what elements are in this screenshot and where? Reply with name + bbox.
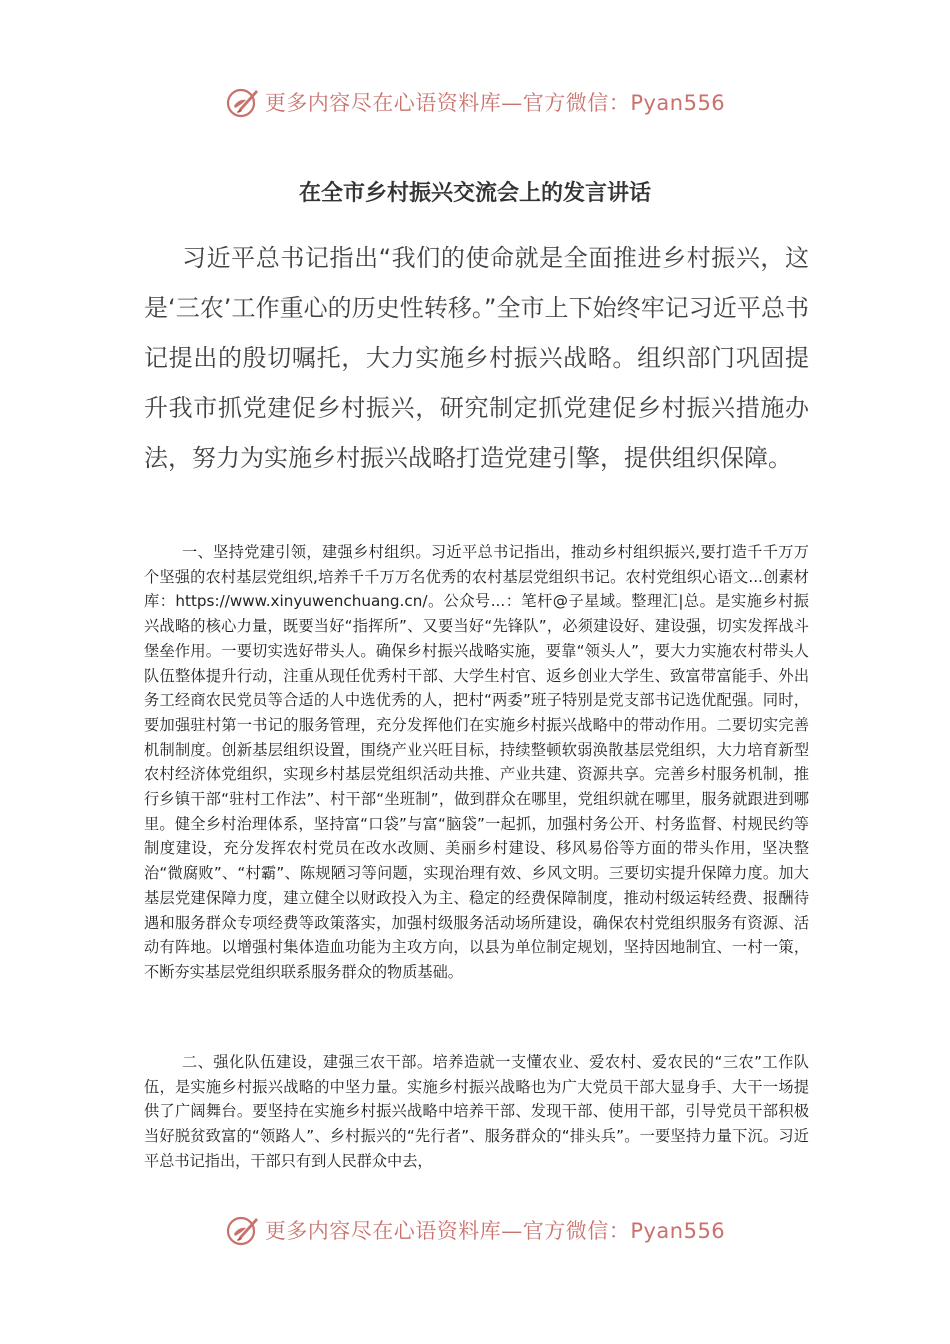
body-paragraph-1: 一、坚持党建引领，建强乡村组织。习近平总书记指出，推动乡村组织振兴,要打造千千万万个坚强的农村基层党组织,培养千千万万名优秀的农村基层党组织书记。农村党组织心语文...创素材库：https://www.xinyuwenchuang.cn/。公众号...：笔杆@子星域。整理汇|总。是实施乡村振兴战略的核心力量，既要当好“指挥所”、又要当好“先锋队”，必须建设好、建设强，切实发挥战斗堡垒作用。一要切实选好带头人。确保乡村振兴战略实施，要靠“领头人”，要大力实施农村带头人队伍整体提升行动，注重从现任优秀村干部、大学生村官、返乡创业大学生、致富带富能手、外出务工经商农民党员等合适的人中选优秀的人，把村“两委”班子特别是党支部书记选优配强。同时，要加强驻村第一书记的服务管理，充分发挥他们在实施乡村振兴战略中的带动作用。二要切实完善机制制度。创新基层组织设置，围绕产业兴旺目标，持续整顿软弱涣散基层党组织，大力培育新型农村经济体党组织，实现乡村基层党组织活动共推、产业共建、资源共享。完善乡村服务机制，推行乡镇干部“驻村工作法”、村干部“坐班制”，做到群众在哪里，党组织就在哪里，服务就跟进到哪里。健全乡村治理体系，坚持富“口袋”与富“脑袋”一起抓，加强村务公开、村务监督、村规民约等制度建设，充分发挥农村党员在改水改厕、美丽乡村建设、移风易俗等方面的带头作用，坚决整治“微腐败”、“村霸”、陈规陋习等问题，实现治理有效、乡风文明。三要切实提升保障力度。加大基层党建保障力度，建立健全以财政投入为主、稳定的经费保障制度，推动村级运转经费、报酬待遇和服务群众专项经费等政策落实，加强村级服务活动场所建设，确保农村党组织服务有资源、活动有阵地。以增强村集体造血功能为主攻方向，以县为单位制定规划，坚持因地制宜、一村一策，不断夯实基层党组织联系服务群众的物质基础。 xyxy=(144,543,809,981)
document-title: 在全市乡村振兴交流会上的发言讲话 xyxy=(298,181,651,206)
watermark-text: 更多内容尽在心语资料库—官方微信：Pyan556 xyxy=(264,91,726,115)
footer-watermark-banner xyxy=(0,1210,950,1250)
body-paragraph-2: 二、强化队伍建设，建强三农干部。培养造就一支懂农业、爱农村、爱农民的“三农”工作队伍，是实施乡村振兴战略的中坚力量。实施乡村振兴战略也为广大党员干部大显身手、大干一场提供了广阔舞台。要坚持在实施乡村振兴战略中培养干部、发现干部、使用干部，引导党员干部积极当好脱贫致富的“领路人”、乡村振兴的“先行者”、服务群众的“排头兵”。一要坚持力量下沉。习近平总书记指出，干部只有到人民群众中去， xyxy=(144,1053,809,1170)
watermark-text: 更多内容尽在心语资料库—官方微信：Pyan556 xyxy=(264,1219,726,1243)
header-watermark-banner xyxy=(0,82,950,122)
watermark-handle: Pyan556 xyxy=(630,91,726,115)
pen-logo-icon xyxy=(225,1212,261,1248)
pen-logo-icon xyxy=(225,84,261,120)
watermark-handle: Pyan556 xyxy=(630,1219,726,1243)
intro-paragraph: 习近平总书记指出“我们的使命就是全面推进乡村振兴，这是‘三农’工作重心的历史性转移。”全市上下始终牢记习近平总书记提出的殷切嘱托，大力实施乡村振兴战略。组织部门巩固提升我市抓党建促乡村振兴，研究制定抓党建促乡村振兴措施办法，努力为实施乡村振兴战略打造党建引擎，提供组织保障。 xyxy=(144,244,809,472)
